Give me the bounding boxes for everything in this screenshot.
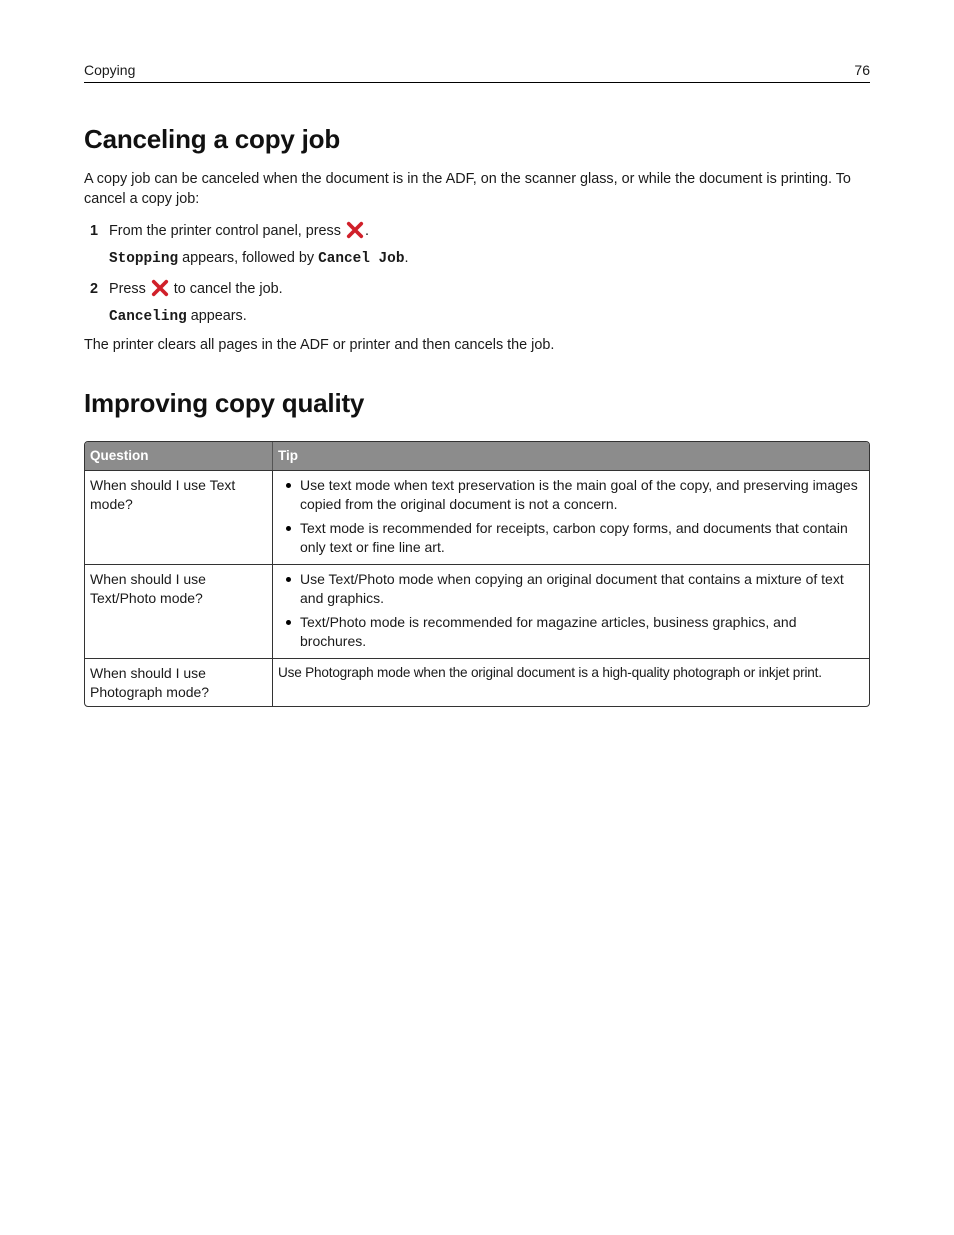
x-stop-icon: [346, 221, 364, 239]
display-message-cancel-job: Cancel Job: [318, 251, 405, 267]
display-message-stopping: Stopping: [109, 251, 179, 267]
section-title-canceling: Canceling a copy job: [84, 124, 341, 154]
tip-item: [278, 519, 864, 556]
table-row: [85, 564, 869, 658]
tip-list: [278, 570, 864, 650]
step-text-after: .: [364, 223, 369, 239]
question-cell: When should I use Text/Photo mode?: [85, 564, 273, 658]
tip-text: Text/Photo mode is recommended for magazine articles, business graphics, and brochures.: [300, 614, 797, 649]
bullet-icon: [286, 577, 291, 582]
tip-text: Use Text/Photo mode when copying an original document that contains a mixture of text and graphics.: [300, 571, 844, 606]
running-header: [84, 60, 870, 83]
table-row: [85, 658, 869, 706]
x-stop-icon: [151, 279, 169, 297]
tip-list: [278, 476, 864, 556]
tip-cell: [273, 564, 869, 658]
column-header-question: Question: [85, 442, 273, 470]
step-result: [109, 248, 408, 269]
step-text-before: From the printer control panel, press: [109, 223, 341, 239]
display-message-canceling: Canceling: [109, 309, 187, 325]
question-cell: When should I use Text mode?: [85, 470, 273, 564]
header-section-name: Copying: [84, 62, 136, 78]
tip-cell: [273, 470, 869, 564]
table-header-row: [85, 442, 869, 470]
step-number: 2: [90, 281, 99, 297]
tip-item: [278, 570, 864, 607]
tip-text: Use text mode when text preservation is the main goal of the copy, and preserving images copied from the original document is not a concern.: [300, 477, 858, 512]
tip-item: [278, 476, 864, 513]
step-number: 1: [90, 223, 99, 239]
column-header-tip: Tip: [273, 442, 869, 470]
step-result-end: appears.: [186, 308, 247, 324]
bullet-icon: [286, 620, 291, 625]
header-page-number: 76: [854, 62, 870, 78]
step-result-middle: appears, followed by: [178, 250, 319, 266]
section-title-copy-quality: Improving copy quality: [84, 388, 365, 418]
step-text: [109, 221, 369, 241]
step-result-end: .: [404, 250, 409, 266]
canceling-outro-paragraph: The printer clears all pages in the ADF or printer and then cancels the job.: [84, 337, 555, 353]
tip-item: [278, 613, 864, 650]
table-row: [85, 470, 869, 564]
question-cell: When should I use Photograph mode?: [85, 658, 273, 706]
copy-quality-table: [84, 441, 870, 707]
step-result: [109, 306, 247, 327]
bullet-icon: [286, 526, 291, 531]
step-text-before: Press: [109, 281, 146, 297]
canceling-intro-paragraph: A copy job can be canceled when the document is in the ADF, on the scanner glass, or while the document is printing. To cancel a copy job:: [84, 171, 851, 207]
step-text: [109, 279, 283, 299]
tip-text: Text mode is recommended for receipts, carbon copy forms, and documents that contain only text or fine line art.: [300, 520, 848, 555]
step-text-after: to cancel the job.: [173, 281, 283, 297]
bullet-icon: [286, 483, 291, 488]
tip-cell: Use Photograph mode when the original document is a high-quality photograph or inkjet print.: [273, 658, 869, 706]
